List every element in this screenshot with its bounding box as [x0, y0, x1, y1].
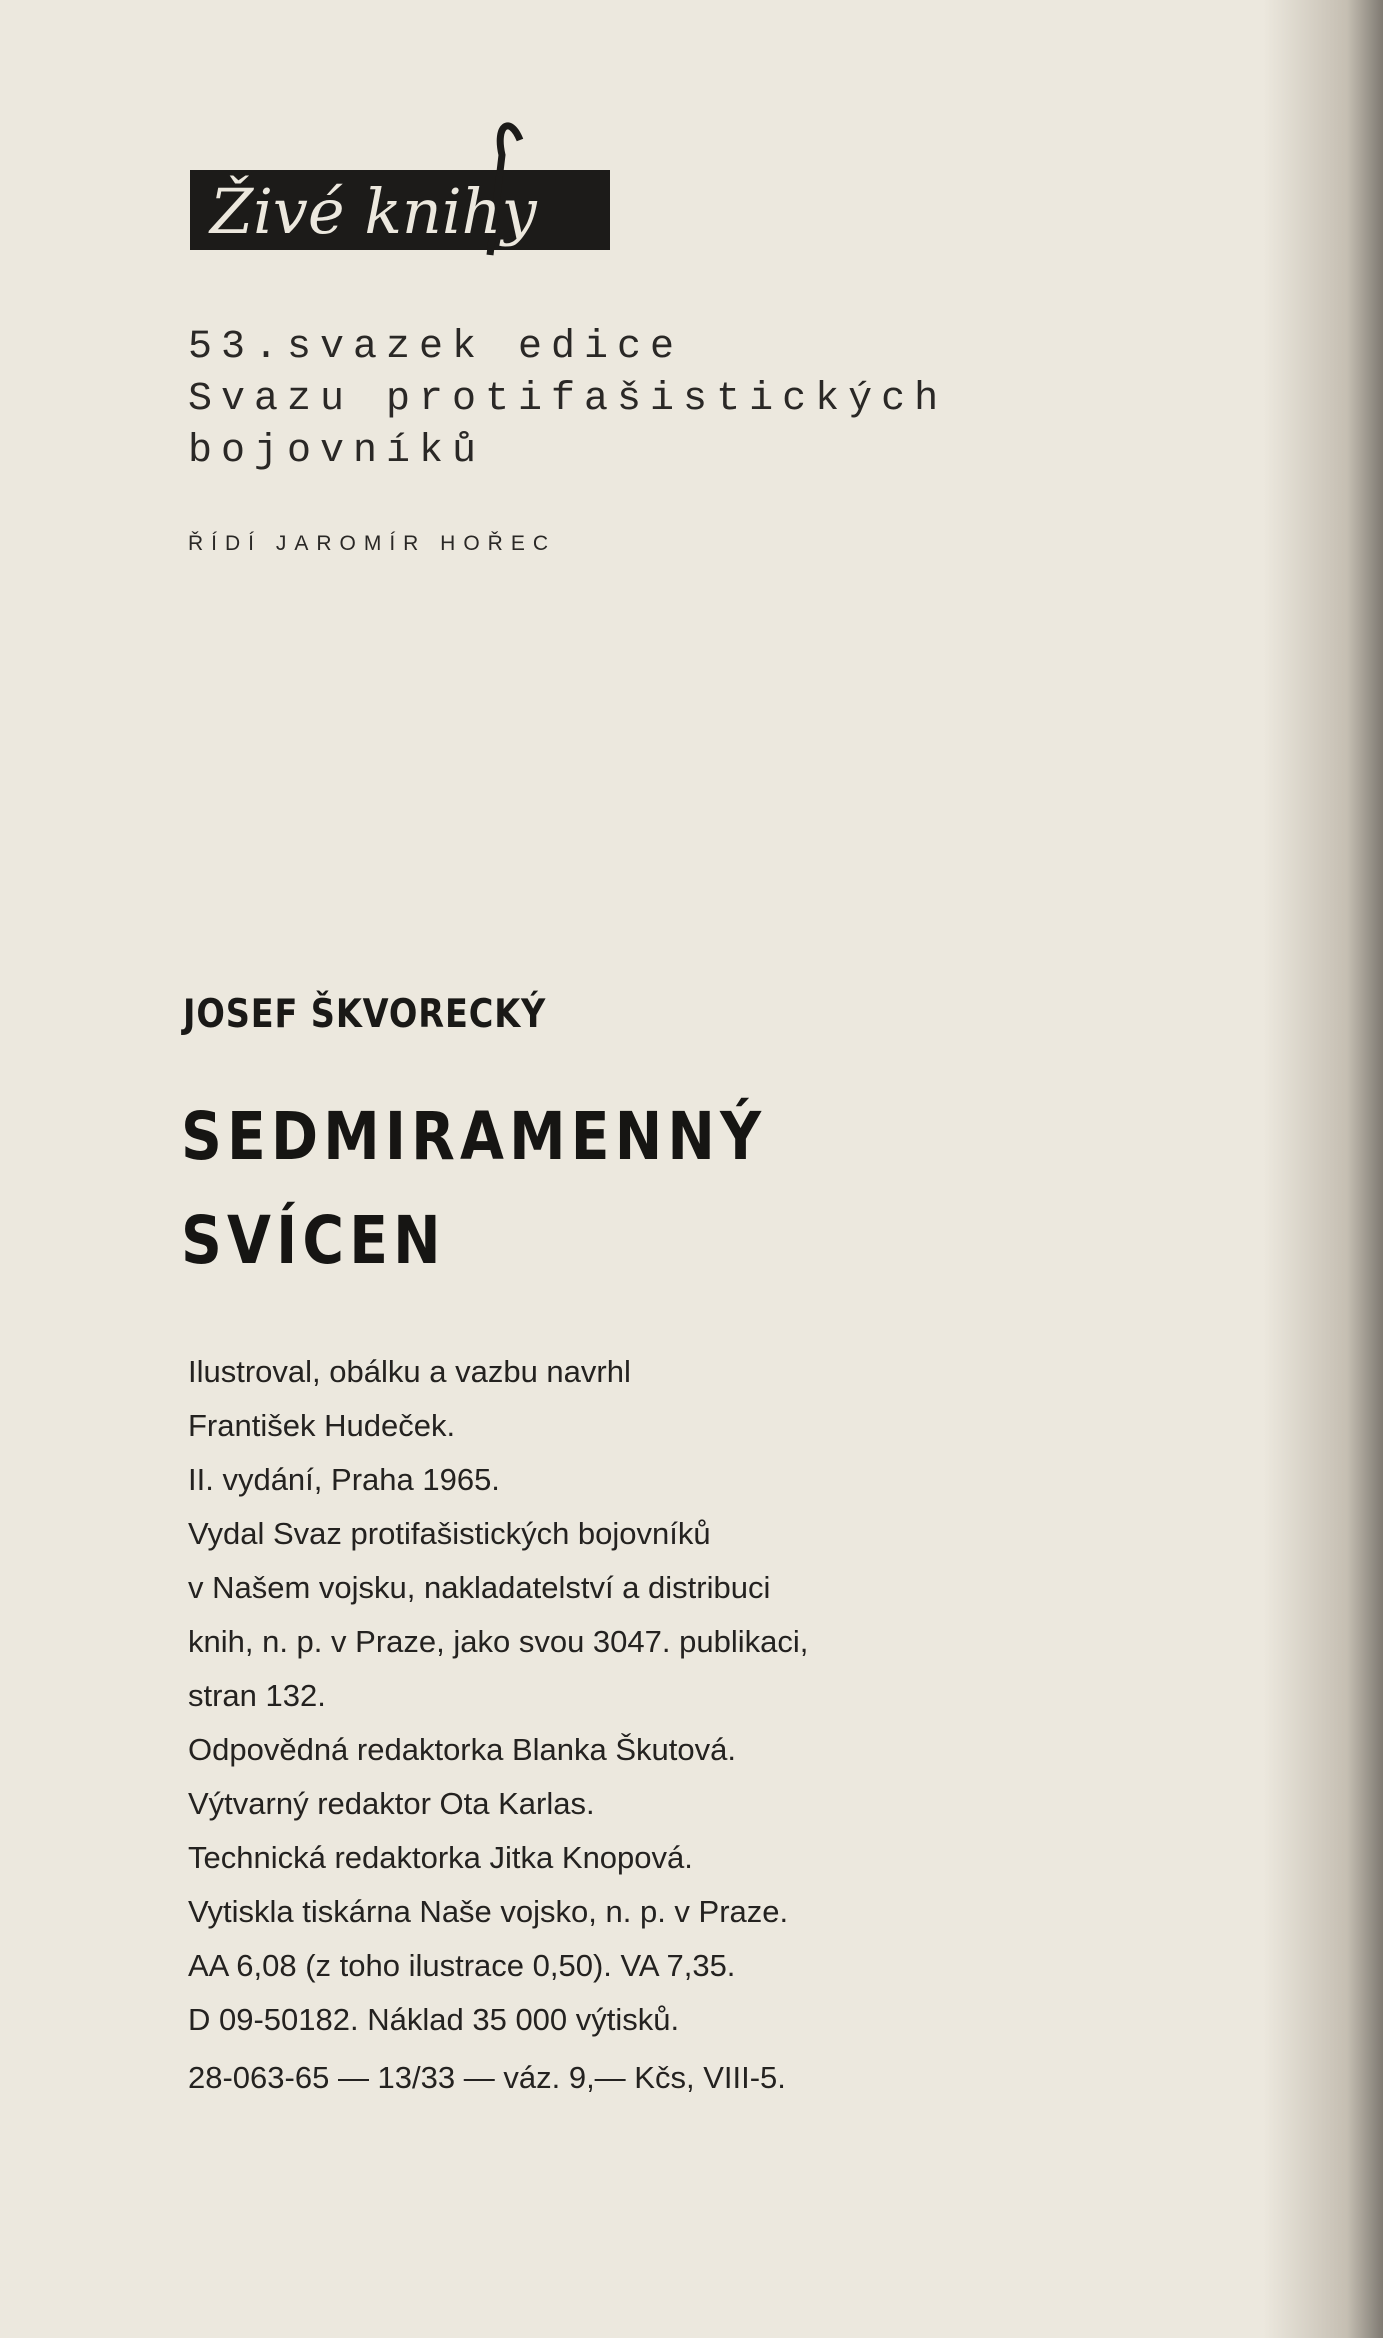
imprint-block: [188, 1345, 808, 2105]
title-line: SVÍCEN: [181, 1202, 446, 1279]
series-info: [188, 322, 947, 478]
svg-text:Živé knihy: Živé knihy: [210, 175, 537, 248]
author-name: JOSEF ŠKVORECKÝ: [183, 992, 547, 1037]
imprint-line: AA 6,08 (z toho ilustrace 0,50). VA 7,35.: [188, 1948, 736, 1983]
imprint-line: stran 132.: [188, 1678, 326, 1713]
imprint-line: Technická redaktorka Jitka Knopová.: [188, 1840, 693, 1875]
publisher-logo: [190, 115, 610, 265]
series-line: Svazu protifašistických: [188, 377, 948, 422]
series-line: bojovníků: [188, 429, 486, 474]
page-edge-shadow: [1263, 0, 1383, 2338]
series-line: 53.svazek edice: [188, 325, 684, 370]
book-title: [181, 1085, 766, 1293]
imprint-line: Odpovědná redaktorka Blanka Škutová.: [188, 1732, 737, 1767]
imprint-line: v Našem vojsku, nakladatelství a distribuci: [188, 1570, 771, 1605]
imprint-line: František Hudeček.: [188, 1408, 456, 1443]
imprint-line: II. vydání, Praha 1965.: [188, 1462, 500, 1497]
imprint-line: Vydal Svaz protifašistických bojovníků: [188, 1516, 711, 1551]
imprint-line: 28-063-65 — 13/33 — váz. 9,— Kčs, VIII-5.: [188, 2060, 786, 2095]
imprint-line: Ilustroval, obálku a vazbu navrhl: [188, 1354, 631, 1389]
series-editor: ŘÍDÍ JAROMÍR HOŘEC: [188, 532, 557, 555]
imprint-line: knih, n. p. v Praze, jako svou 3047. publikaci,: [188, 1624, 809, 1659]
title-line: SEDMIRAMENNÝ: [181, 1098, 767, 1175]
imprint-line: Vytiskla tiskárna Naše vojsko, n. p. v Praze.: [188, 1894, 789, 1929]
imprint-line: Výtvarný redaktor Ota Karlas.: [188, 1786, 595, 1821]
imprint-line: D 09-50182. Náklad 35 000 výtisků.: [188, 2002, 680, 2037]
